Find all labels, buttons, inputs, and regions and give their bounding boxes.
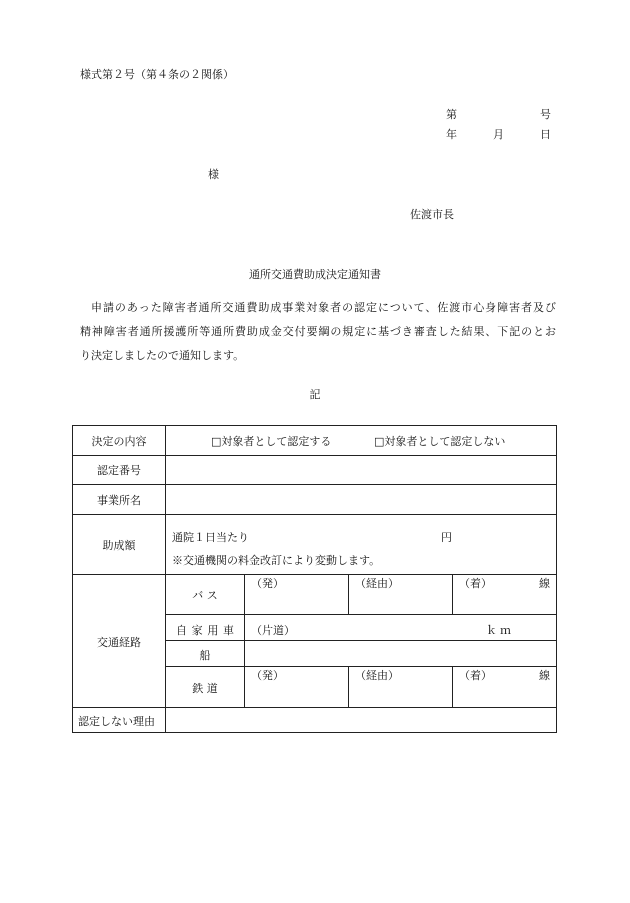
doc-number-dai: 第 bbox=[446, 108, 457, 121]
table-rule bbox=[165, 614, 557, 615]
date-year: 年 bbox=[446, 128, 457, 141]
decision-label: 決定の内容 bbox=[91, 435, 147, 448]
table-border-bottom bbox=[72, 732, 557, 733]
table-border-top bbox=[72, 425, 557, 426]
ship-label: 船 bbox=[199, 649, 211, 662]
bus-to: （着） bbox=[459, 577, 492, 590]
table-border-right bbox=[556, 425, 557, 733]
decision-table bbox=[72, 425, 557, 733]
body-line: 申請のあった障害者通所交通費助成事業対象者の認定について、佐渡市心身障害者及び bbox=[91, 301, 556, 314]
date-month: 月 bbox=[493, 128, 504, 141]
approve-checkbox-option[interactable]: □対象者として認定する bbox=[211, 435, 332, 448]
route-label: 交通経路 bbox=[97, 636, 141, 649]
addressee-suffix: 様 bbox=[208, 168, 219, 181]
body-line: り決定しましたので通知します。 bbox=[80, 349, 245, 362]
rail-from: （発） bbox=[251, 669, 284, 682]
bus-from: （発） bbox=[251, 577, 284, 590]
body-paragraph bbox=[80, 296, 556, 368]
deny-checkbox-option[interactable]: □対象者として認定しない bbox=[374, 435, 506, 448]
table-rule bbox=[452, 666, 453, 707]
subsidy-label: 助成額 bbox=[102, 539, 136, 552]
car-oneway: （片道） bbox=[251, 624, 295, 637]
facility-label: 事業所名 bbox=[97, 494, 141, 507]
form-number: 様式第２号（第４条の２関係） bbox=[80, 68, 234, 81]
table-rule bbox=[452, 574, 453, 614]
ki-heading: 記 bbox=[309, 388, 321, 401]
subsidy-per-day: 通院１日当たり bbox=[172, 531, 249, 544]
table-rule bbox=[165, 640, 557, 641]
document-title: 通所交通費助成決定通知書 bbox=[249, 268, 381, 281]
date-day: 日 bbox=[540, 128, 551, 141]
subsidy-note: ※交通機関の料金改訂により変動します。 bbox=[172, 554, 381, 567]
table-rule bbox=[244, 574, 245, 707]
table-rule bbox=[348, 666, 349, 707]
table-rule bbox=[72, 484, 557, 485]
rail-label: 鉄 道 bbox=[192, 682, 218, 695]
rail-line: 線 bbox=[539, 669, 550, 682]
issuer: 佐渡市長 bbox=[410, 208, 454, 221]
reason-label: 認定しない理由 bbox=[78, 715, 155, 728]
table-rule bbox=[72, 514, 557, 515]
body-line: 精神障害者通所援護所等通所費助成金交付要綱の規定に基づき審査した結果、下記のとお bbox=[80, 325, 556, 338]
cert-number-label: 認定番号 bbox=[97, 464, 141, 477]
table-rule bbox=[72, 455, 557, 456]
bus-label: バ ス bbox=[192, 589, 218, 602]
doc-number-go: 号 bbox=[540, 108, 551, 121]
rail-to: （着） bbox=[459, 669, 492, 682]
table-rule bbox=[72, 707, 557, 708]
table-rule bbox=[348, 574, 349, 614]
bus-line: 線 bbox=[539, 577, 550, 590]
rail-via: （経由） bbox=[355, 669, 399, 682]
bus-via: （経由） bbox=[355, 577, 399, 590]
car-km-unit: ｋｍ bbox=[486, 624, 514, 637]
car-label: 自 家 用 車 bbox=[176, 624, 234, 637]
subsidy-yen-unit: 円 bbox=[441, 531, 452, 544]
